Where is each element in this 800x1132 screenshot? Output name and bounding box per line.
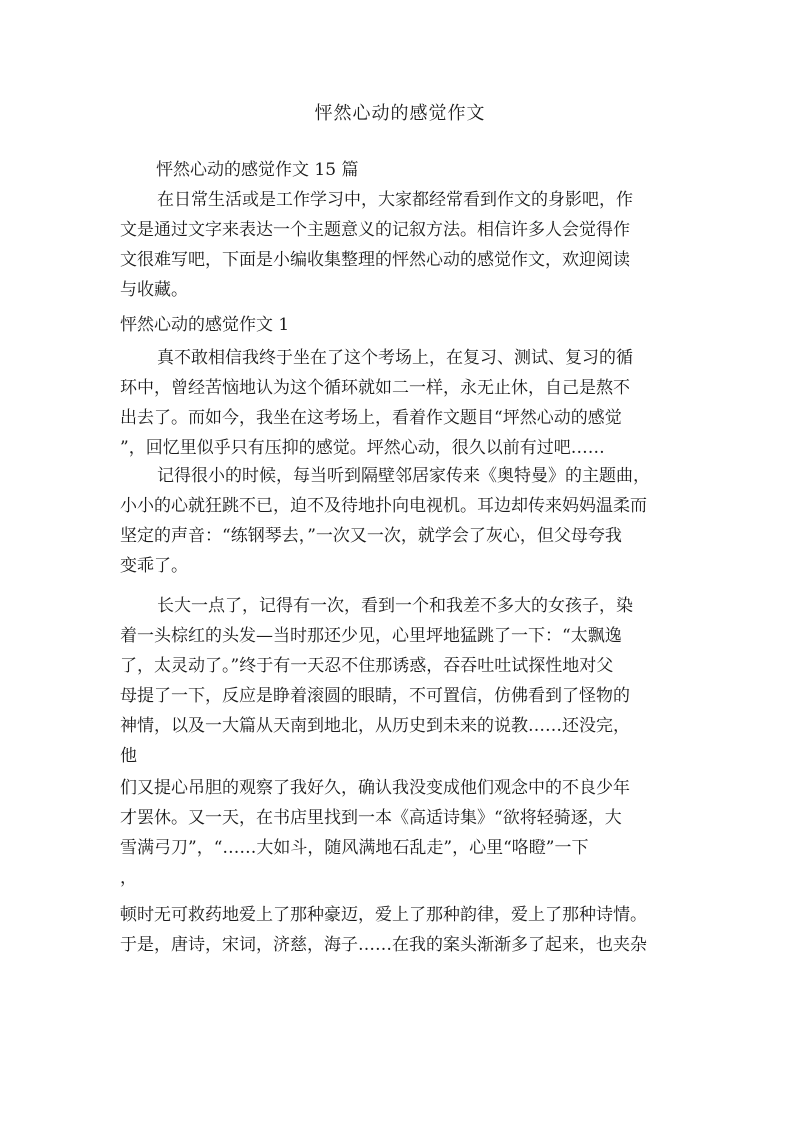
essay-paragraph-5: [120, 900, 690, 960]
text-line: 他: [120, 746, 137, 766]
document-subtitle: 怦然心动的感觉作文 15 篇: [156, 160, 359, 180]
text-line: ，: [120, 868, 137, 888]
essay-paragraph-4: [120, 773, 690, 893]
essay-paragraph-1: [120, 343, 690, 463]
text-line: 母提了一下，反应是睁着滚圆的眼睛，不可置信，仿佛看到了怪物的: [120, 686, 630, 706]
section-heading: 怦然心动的感觉作文 1: [120, 315, 290, 335]
text-line: 雪满弓刀”，“……大如斗，随风满地石乱走”，心里“咯瞪”一下: [120, 838, 589, 858]
text-line: 文很难写吧，下面是小编收集整理的怦然心动的感觉作文，欢迎阅读: [120, 250, 630, 270]
text-line: 与收藏。: [120, 280, 188, 300]
text-line: 于是，唐诗，宋词，济慈，海子……在我的案头渐渐多了起来，也夹杂: [120, 935, 647, 955]
text-line: 记得很小的时候，每当听到隔壁邻居家传来《奥特曼》的主题曲，: [157, 466, 650, 486]
text-line: 文是通过文字来表达一个主题意义的记叙方法。相信许多人会觉得作: [120, 220, 630, 240]
text-line: 长大一点了，记得有一次，看到一个和我差不多大的女孩子，染: [157, 596, 633, 616]
text-line: 出去了。而如今，我坐在这考场上，看着作文题目“坪然心动的感觉: [120, 408, 622, 428]
page-title: 怦然心动的感觉作文: [314, 103, 486, 124]
text-line: 神情，以及一大篇从天南到地北，从历史到未来的说教……还没完，: [120, 716, 630, 736]
text-line: 在日常生活或是工作学习中，大家都经常看到作文的身影吧，作: [157, 190, 633, 210]
essay-paragraph-3: [120, 591, 690, 771]
essay-paragraph-2: [120, 461, 690, 581]
text-line: 了，太灵动了。”终于有一天忍不住那诱惑，吞吞吐吐试探性地对父: [120, 656, 614, 676]
text-line: 们又提心吊胆的观察了我好久，确认我没变成他们观念中的不良少年: [120, 778, 630, 798]
text-line: 顿时无可救药地爱上了那种豪迈，爱上了那种韵律，爱上了那种诗情。: [120, 905, 647, 925]
text-line: 环中，曾经苦恼地认为这个循环就如二一样，永无止休，自己是熬不: [120, 378, 630, 398]
text-line: 小小的心就狂跳不已，迫不及待地扑向电视机。耳边却传来妈妈温柔而: [120, 496, 647, 516]
text-line: ”，回忆里似乎只有压抑的感觉。坪然心动，很久以前有过吧……: [120, 438, 605, 458]
text-line: 变乖了。: [120, 556, 188, 576]
text-line: 真不敢相信我终于坐在了这个考场上，在复习、测试、复习的循: [157, 348, 633, 368]
intro-paragraph: [120, 185, 690, 305]
text-line: 才罢休。又一天，在书店里找到一本《高适诗集》“欲将轻骑逐，大: [120, 808, 622, 828]
text-line: 着一头棕红的头发—当时那还少见，心里坪地猛跳了一下：“太飘逸: [120, 626, 622, 646]
text-line: 坚定的声音：“练钢琴去，”一次又一次，就学会了灰心，但父母夸我: [120, 526, 622, 546]
